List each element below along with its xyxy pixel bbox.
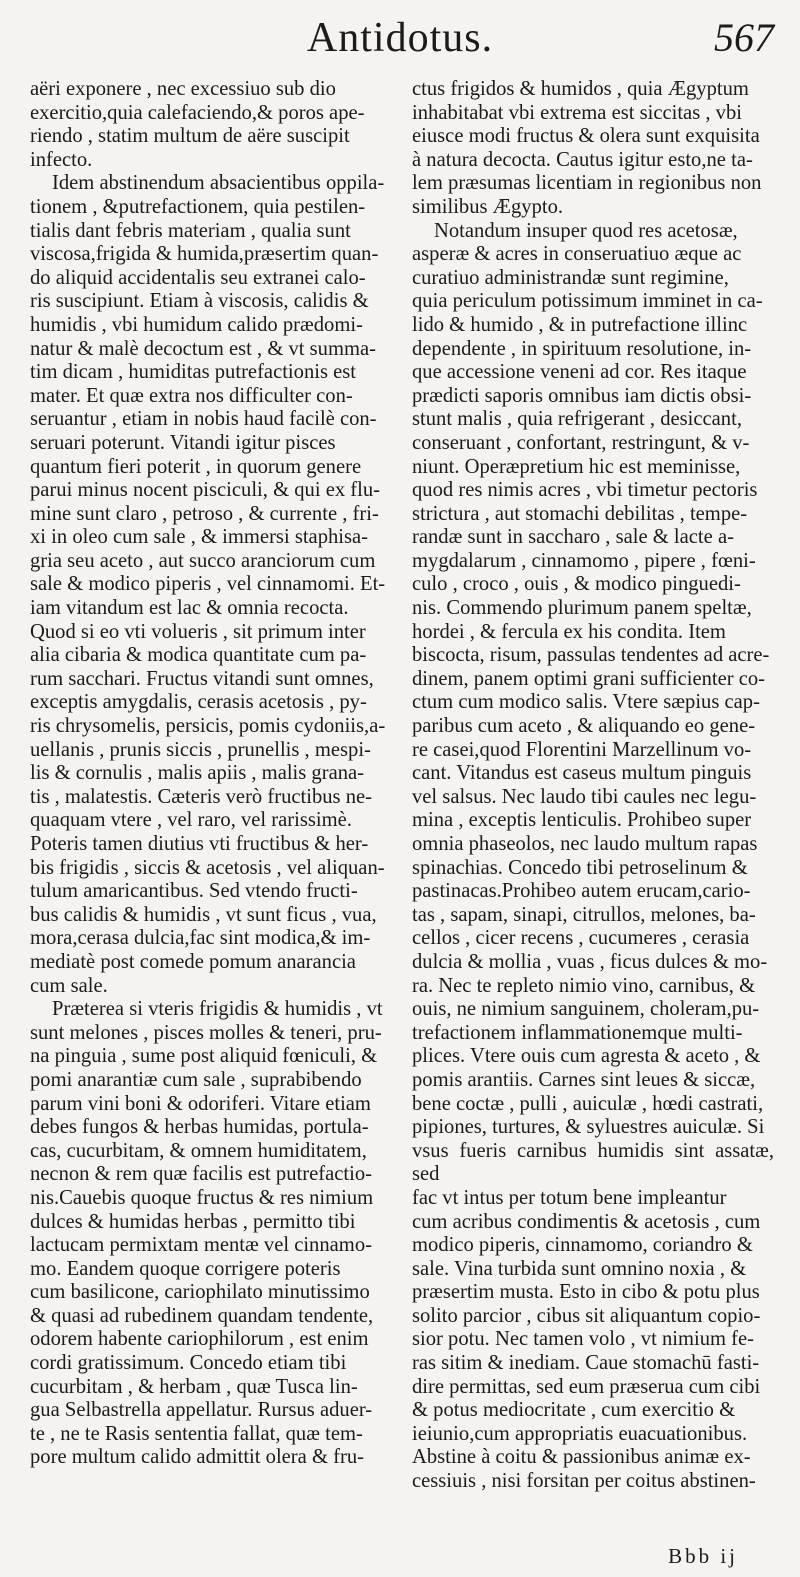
right-text-column — [412, 78, 774, 1494]
paragraph: Notandum insuper quod res acetosæ, asperæ & acres in conseruatiuo æque ac curatiuo administrandæ sunt regimine, quia periculum potissimum imminet in ca- lido & humido , & in putrefactione illinc dependente , in spirituum resolutione, in- que accessione veneni ad cor. Res itaque prædicti saporis omnibus iam dictis obsi- stunt malis , quia refrigerant , desiccant, conseruant , confortant, restringunt, & v- niunt. Operæpretium hic est meminisse, quod res nimis acres , vbi timetur pectoris strictura , aut stomachi debilitas , tempe- randæ sunt in saccharo , sale & lacte a- mygdalarum , cinnamomo , pipere , fœni- culo , croco , ouis , & modico pinguedi- nis. Commendo plurimum panem speltæ, hordei , & fercula ex his condita. Item biscocta, risum, passulas tendentes ad acre- dinem, panem optimi grani sufficienter co- ctum cum modico salis. Vtere sæpius cap- paribus cum aceto , & aliquando eo gene- re casei,quod Florentini Marzellinum vo- cant. Vitandus est caseus multum pinguis vel salsus. Nec laudo tibi caules nec legu- mina , exceptis lenticulis. Prohibeo super omnia phaseolos, nec laudo multum rapas spinachias. Concedo tibi petroselinum & pastinacas.Prohibeo autem erucam,cario- tas , sapam, sinapi, citrullos, melones, ba- cellos , cicer recens , cucumeres , cerasia dulcia & mollia , vuas , ficus dulces & mo- ra. Nec te repleto nimio vino, carnibus, & ouis, ne nimium sanguinem, choleram,pu- trefactionem inflammationemque multi- plices. Vtere ouis cum agresta & aceto , & pomis arantiis. Carnes sint leues & siccæ, bene coctæ , pulli , auiculæ , hœdi castrati, pipiones, turtures, & syluestres auiculæ. Si vsus fueris carnibus humidis sint assatæ, sed fac vt intus per totum bene impleantur cum acribus condimentis & acetosis , cum modico piperis, cinnamomo, coriandro & sale. Vina turbida sunt omnino noxia , & præsertim musta. Esto in cibo & potu plus solito parcior , cibus sit aliquantum copio- sior potu. Nec tamen volo , vt nimium fe- ras sitim & inediam. Caue stomachū fasti- dire permittas, sed eum præserua cum cibi & potus mediocritate , cum exercitio & ieiunio,cum appropriatis euacuationibus. Abstine à coitu & passionibus animæ ex- cessiuis , nisi forsitan per coitus abstinen- — [412, 219, 774, 1493]
left-text-column — [30, 78, 392, 1470]
signature-mark: Bbb ij — [668, 1544, 738, 1568]
paragraph: Præterea si vteris frigidis & humidis , vt sunt melones , pisces molles & teneri, pru- na pinguia , sume post aliquid fœniculi, & pomi anarantiæ cum sale , suprabibendo parum vini boni & odoriferi. Vitare etiam debes fungos & herbas humidas, portula- cas, cucurbitam, & omnem humiditatem, necnon & rem quæ facilis est putrefactio- nis.Cauebis quoque fructus & res nimium dulces & humidas herbas , permitto tibi lactucam permixtam mentæ vel cinnamo- mo. Eandem quoque corrigere poteris cum basilicone, cariophilato minutissimo & quasi ad rubedinem quandam tendente, odorem habente cariophilorum , est enim cordi gratissimum. Concedo etiam tibi cucurbitam , & herbam , quæ Tusca lin- gua Selbastrella appellatur. Rursus aduer- te , ne te Rasis sententia fallat, quæ tem- pore multum calido admittit olera & fru- — [30, 998, 383, 1469]
page-number: 567 — [714, 15, 774, 60]
running-head-title: Antidotus. — [306, 15, 494, 61]
paragraph: Idem abstinendum absacientibus oppila- tionem , &putrefactionem, quia pestilen- tialis dant febris materiam , qualia sunt viscosa,frigida & humida,præsertim quan- do aliquid accidentalis seu extranei calo- ris suscipiunt. Etiam à viscosis, calidis & humidis , vbi humidum calido prædomi- natur & malè decoctum est , & vt summa- tim dicam , humiditas putrefactionis est mater. Et quæ extra nos difficulter con- seruantur , etiam in nobis haud facilè con- seruari poterunt. Vitandi igitur pisces quantum fieri poterit , in quorum genere parui minus nocent pisciculi, & qui ex flu- mine sunt claro , petroso , & currente , fri- xi in oleo cum sale , & immersi staphisa- gria seu aceto , aut succo aranciorum cum sale & modico piperis , vel cinnamomi. Et- iam vitandum est lac & omnia recocta. Quod si eo vti volueris , sit primum inter alia cibaria & modica quantitate cum pa- rum sacchari. Fructus vitandi sunt omnes, exceptis amygdalis, cerasis acetosis , py- ris chrysomelis, persicis, pomis cydoniis,a- uellanis , prunis siccis , prunellis , mespi- lis & cornulis , malis apiis , malis grana- tis , malatestis. Cæteris verò fructibus ne- quaquam vtere , vel raro, vel rarissimè. Poteris tamen diutius vti fructibus & her- bis frigidis , siccis & acetosis , vel aliquan- tulum amaricantibus. Sed vtendo fructi- bus calidis & humidis , vt sunt ficus , vua, mora,cerasa dulcia,fac sint modica,& im- mediatè post comede pomum anarancia cum sale. — [30, 172, 386, 997]
paragraph: aëri exponere , nec excessiuo sub dio exercitio,quia calefaciendo,& poros ape- riendo , statim multum de aëre suscipit infecto. — [30, 78, 365, 171]
paragraph: ctus frigidos & humidos , quia Ægyptum inhabitabat vbi extrema est siccitas , vbi eiusce modi fructus & olera sunt exquisita à natura decocta. Cautus igitur esto,ne ta- lem præsumas licentiam in regionibus non similibus Ægypto. — [412, 78, 762, 218]
